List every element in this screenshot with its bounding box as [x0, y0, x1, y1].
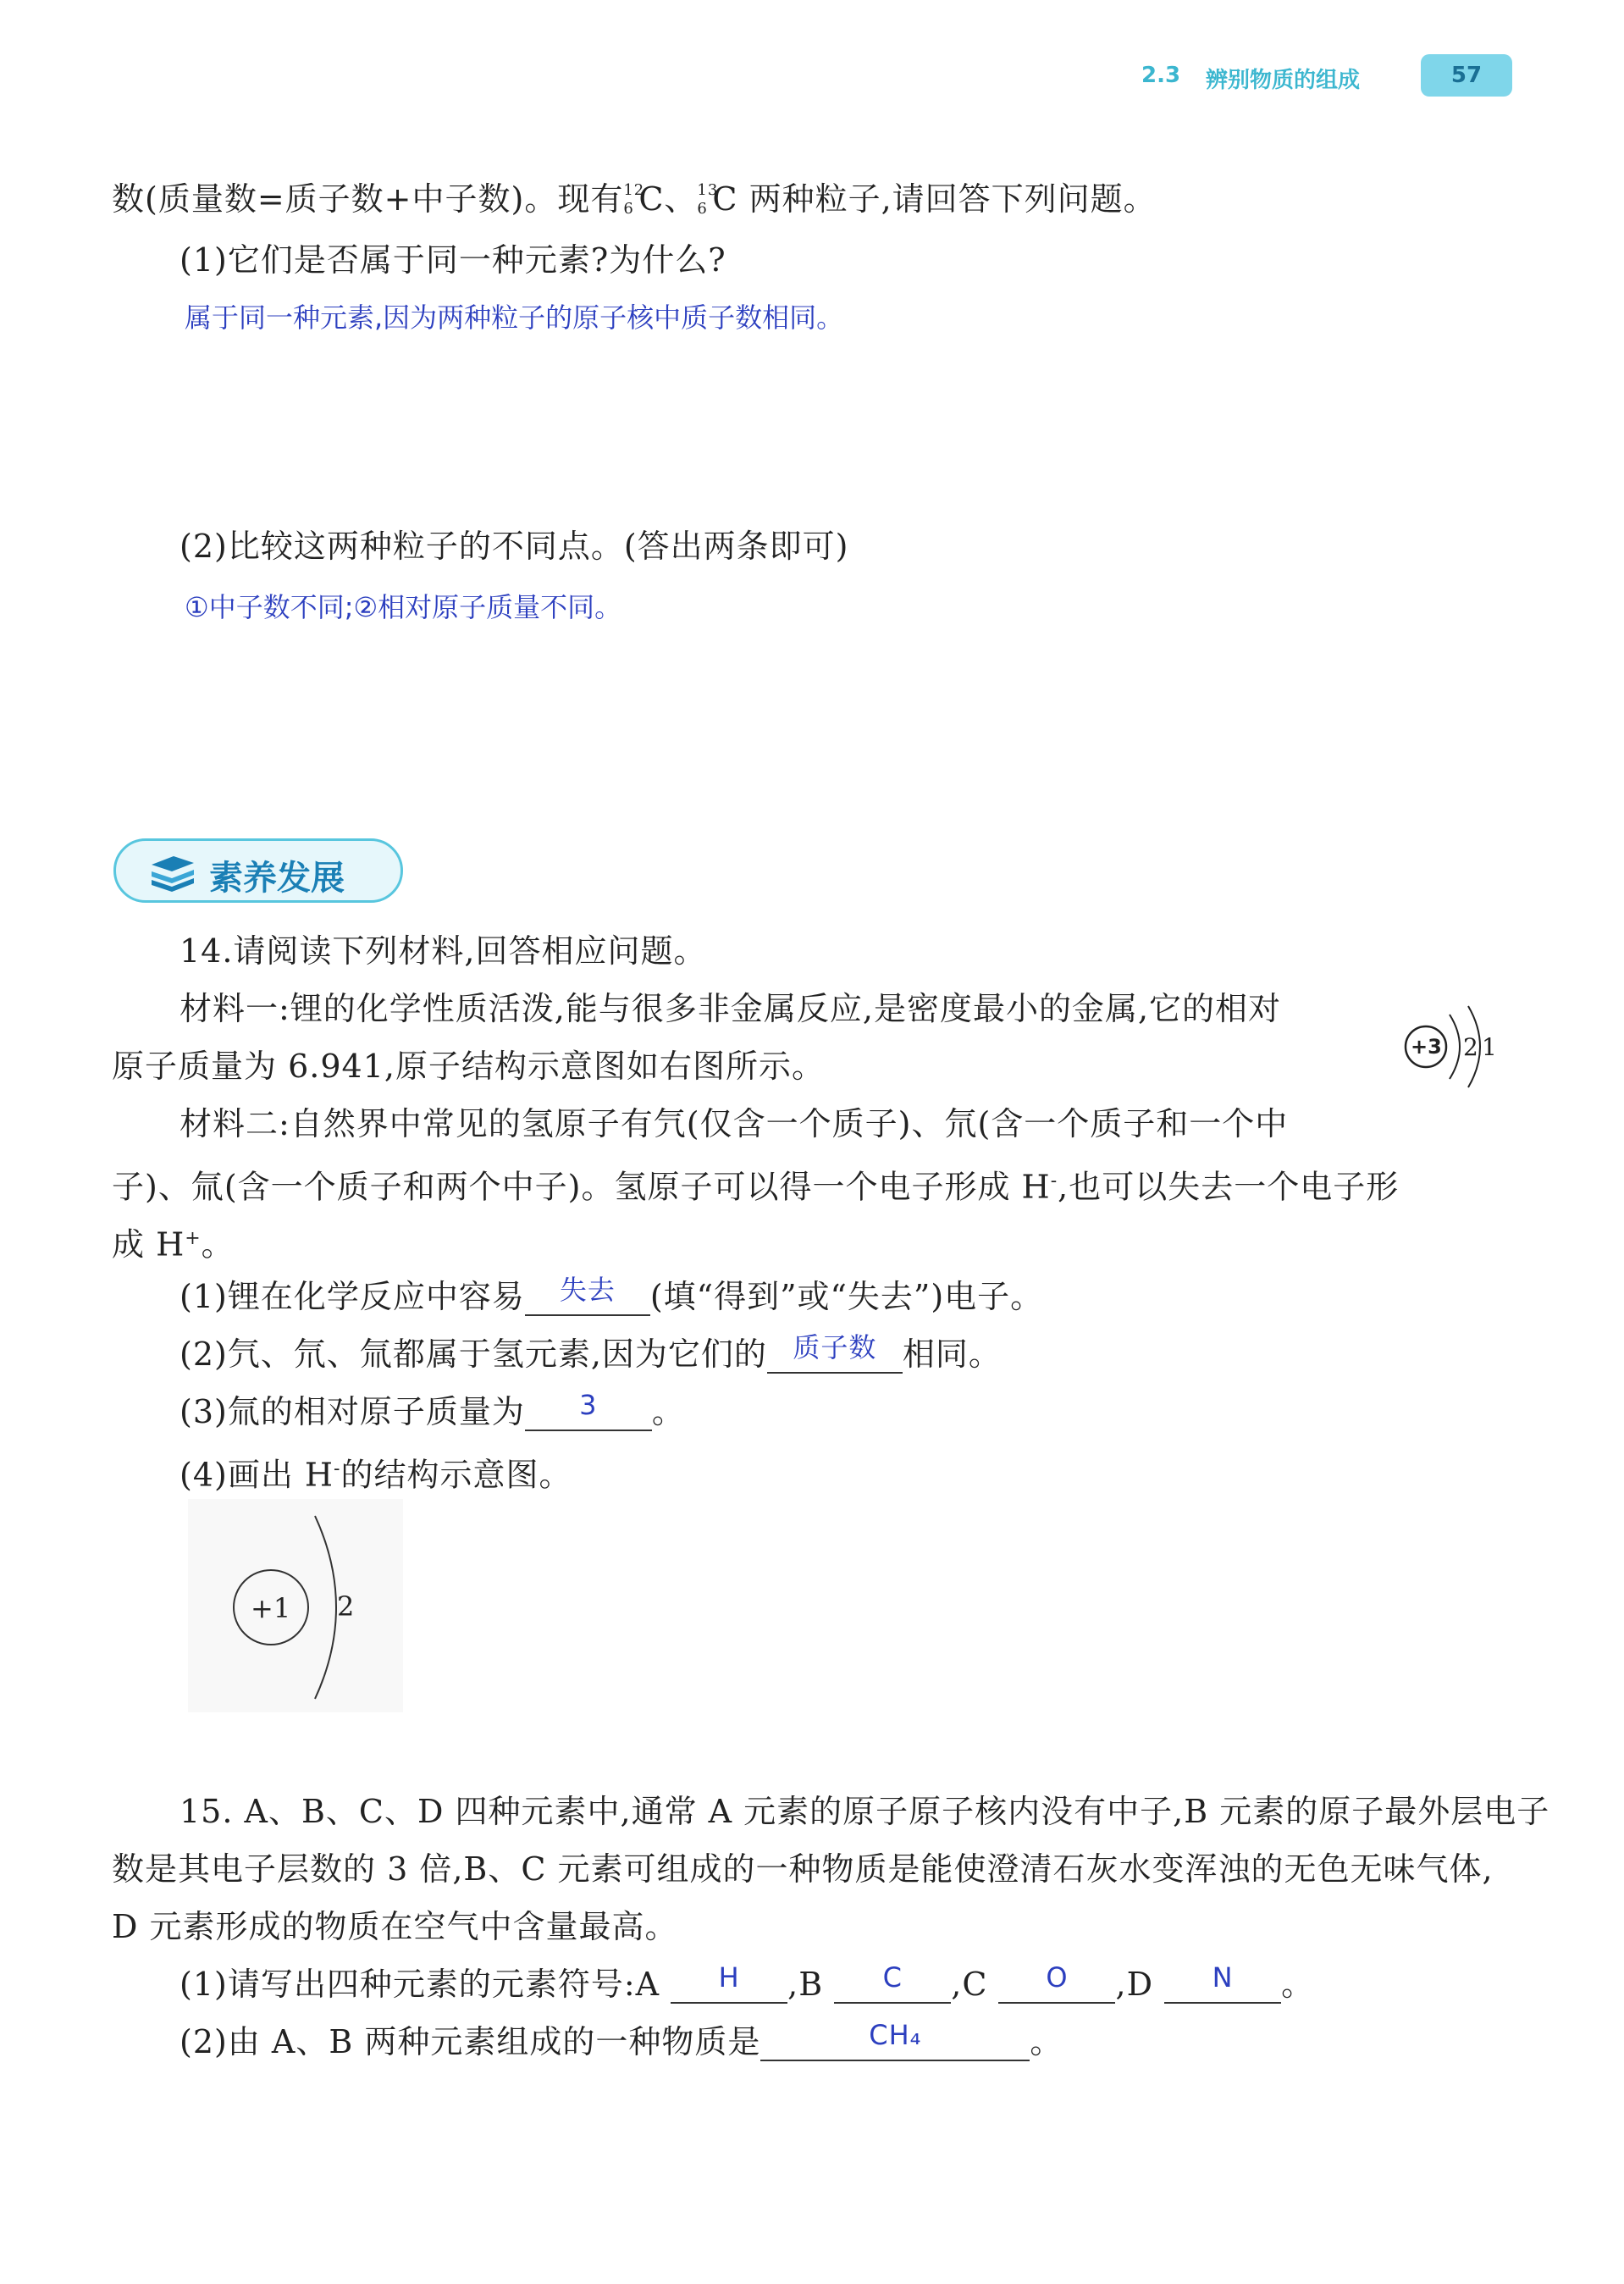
q14-part-4: (4)画出 H-的结构示意图。: [180, 1456, 572, 1494]
q14-material1-line1: 材料一:锂的化学性质活泼,能与很多非金属反应,是密度最小的金属,它的相对: [180, 990, 1282, 1027]
page-number: 57: [1421, 54, 1512, 97]
section-title: 辨别物质的组成: [1206, 68, 1361, 93]
q15-blank-d[interactable]: N: [1164, 1968, 1281, 2004]
lithium-shell-1: 2: [1463, 1033, 1478, 1061]
q15-blank-b[interactable]: C: [834, 1968, 951, 2004]
q13-answer-2: ①中子数不同;②相对原子质量不同。: [185, 591, 622, 623]
q14-stem: 14.请阅读下列材料,回答相应问题。: [180, 932, 707, 970]
q14-part-2: (2)氕、氘、氚都属于氢元素,因为它们的 质子数 相同。: [180, 1331, 1002, 1373]
q14-material2-line3: 成 H+。: [112, 1225, 235, 1264]
section-number: 2.3: [1141, 63, 1181, 88]
q13-question-2: (2)比较这两种粒子的不同点。(答出两条即可): [180, 528, 849, 565]
books-icon: [148, 853, 197, 892]
q15-stem-line2: 数是其电子层数的 3 倍,B、C 元素可组成的一种物质是能使澄清石灰水变浑浊的无色无味气体,: [112, 1850, 1494, 1888]
q15-part-1: (1)请写出四种元素的元素符号:A H ,B C ,C O ,D N 。: [180, 1961, 1315, 2003]
q14-part-1: (1)锂在化学反应中容易 失去 (填“得到”或“失去”)电子。: [180, 1274, 1044, 1315]
lithium-nucleus: +3: [1411, 1035, 1442, 1059]
q15-blank-c[interactable]: O: [998, 1968, 1115, 2004]
lithium-structure-diagram: [1397, 996, 1507, 1098]
q14-blank-2[interactable]: 质子数: [767, 1338, 903, 1374]
q14-material2-line1: 材料二:自然界中常见的氢原子有氕(仅含一个质子)、氘(含一个质子和一个中: [180, 1105, 1289, 1142]
hydride-shell: 2: [337, 1590, 355, 1623]
section-banner: [113, 838, 403, 903]
q14-part-3: (3)氚的相对原子质量为 3 。: [180, 1389, 685, 1430]
lithium-shell-2: 1: [1482, 1033, 1497, 1061]
q15-blank-a[interactable]: H: [671, 1968, 787, 2004]
q14-blank-3[interactable]: 3: [525, 1396, 652, 1431]
q13-intro: 数(质量数=质子数+中子数)。现有 12 6 C、 13 6 C 两种粒子,请回答下列问题。: [112, 180, 1157, 218]
q14-material2-line2: 子)、氚(含一个质子和两个中子)。氢原子可以得一个电子形成 H-,也可以失去一个电子形: [112, 1168, 1400, 1206]
q13-question-1: (1)它们是否属于同一种元素?为什么?: [180, 241, 726, 279]
isotope-c13: 13 6: [697, 181, 719, 218]
q15-stem-line3: D 元素形成的物质在空气中含量最高。: [112, 1908, 678, 1945]
hydride-shells-icon: [188, 1499, 403, 1712]
isotope-c12: 12 6: [623, 181, 645, 218]
q15-blank-compound[interactable]: CH₄: [760, 2026, 1030, 2061]
q15-part-2: (2)由 A、B 两种元素组成的一种物质是 CH₄ 。: [180, 2019, 1063, 2060]
hydride-nucleus: +1: [251, 1592, 291, 1624]
hydride-structure-drawing: [188, 1499, 403, 1712]
q14-material1-line2: 原子质量为 6.941,原子结构示意图如右图所示。: [112, 1048, 825, 1085]
q15-stem-line1: 15. A、B、C、D 四种元素中,通常 A 元素的原子原子核内没有中子,B 元素的原子最外层电子: [180, 1793, 1550, 1830]
q14-blank-1[interactable]: 失去: [525, 1280, 650, 1316]
banner-title: 素养发展: [209, 859, 345, 898]
q13-answer-1: 属于同一种元素,因为两种粒子的原子核中质子数相同。: [185, 301, 844, 334]
